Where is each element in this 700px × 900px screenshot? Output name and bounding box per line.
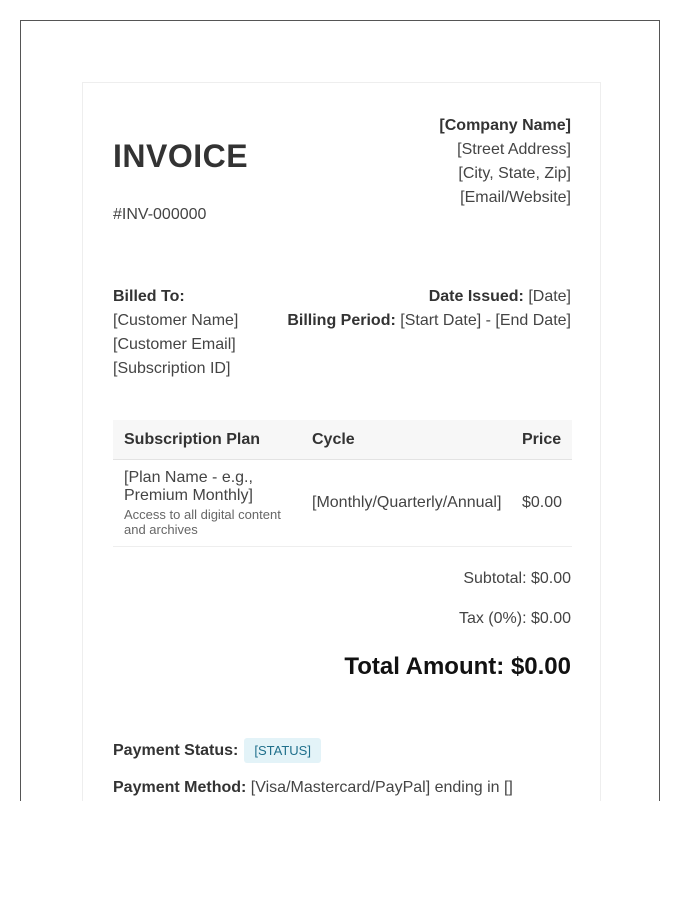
customer-email: [Customer Email] — [113, 336, 236, 353]
table-header-row — [113, 420, 572, 460]
company-city: [City, State, Zip] — [458, 165, 571, 182]
invoice-number: #INV-000000 — [113, 206, 207, 223]
invoice-card — [82, 82, 601, 801]
table-row — [113, 460, 572, 547]
company-street: [Street Address] — [457, 141, 571, 158]
plan-cell — [113, 460, 301, 547]
date-issued-row — [287, 285, 571, 309]
subscription-id: [Subscription ID] — [113, 360, 231, 377]
billing-period-label: Billing Period: — [287, 312, 396, 329]
header-cycle: Cycle — [301, 420, 511, 460]
status-badge: [STATUS] — [244, 738, 321, 763]
billed-to-block — [113, 285, 238, 381]
price-cell: $0.00 — [511, 460, 572, 547]
document-frame — [20, 20, 660, 801]
billed-to-label: Billed To: — [113, 288, 185, 305]
plan-description: Access to all digital content and archives — [124, 507, 281, 537]
cycle-cell: [Monthly/Quarterly/Annual] — [301, 460, 511, 547]
plan-name: [Plan Name - e.g., Premium Monthly] — [124, 469, 253, 504]
payment-method-value: [Visa/Mastercard/PayPal] ending in [] — [250, 779, 513, 796]
payment-status-row — [113, 738, 321, 763]
billing-period-value: [Start Date] - [End Date] — [400, 312, 571, 329]
date-issued-value: [Date] — [528, 288, 571, 305]
header-price: Price — [511, 420, 572, 460]
payment-method-label: Payment Method: — [113, 779, 247, 796]
total-amount: Total Amount: $0.00 — [344, 653, 571, 680]
dates-block — [287, 285, 571, 333]
date-issued-label: Date Issued: — [428, 288, 524, 305]
company-name: [Company Name] — [439, 117, 571, 134]
items-table — [113, 420, 572, 547]
payment-status-label: Payment Status: — [113, 741, 239, 759]
invoice-title: INVOICE — [113, 138, 249, 174]
tax: Tax (0%): $0.00 — [458, 610, 571, 627]
company-contact: [Email/Website] — [460, 189, 571, 206]
header-plan: Subscription Plan — [113, 420, 301, 460]
subtotal: Subtotal: $0.00 — [463, 570, 571, 587]
payment-method-row — [113, 779, 513, 797]
company-block — [439, 114, 571, 210]
billing-period-row — [287, 309, 571, 333]
customer-name: [Customer Name] — [113, 312, 239, 329]
